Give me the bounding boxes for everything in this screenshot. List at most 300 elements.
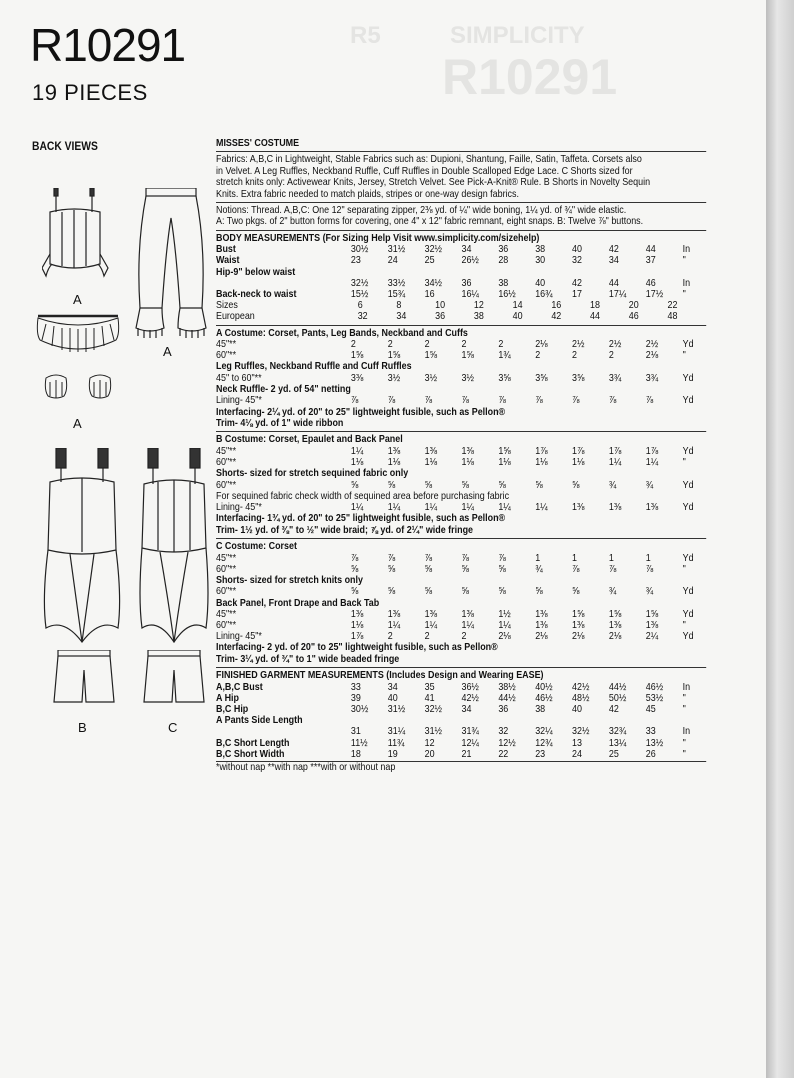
costume-b-interfacing: Interfacing- 1¾ yd. of 20" to 25" lightweight fusible, such as Pellon® bbox=[216, 513, 506, 525]
table-row bbox=[216, 244, 706, 255]
row-value bbox=[609, 267, 646, 278]
row-unit: Yd bbox=[682, 608, 694, 620]
table-row bbox=[216, 704, 706, 715]
notions-line: A: Two pkgs. of 2" button forms for covering, one 4" x 12" fabric remnant, eight snaps. B: Twelve ⅞" buttons. bbox=[216, 216, 644, 228]
costume-a-trim: Trim- 4⅛ yd. of 1" wide ribbon bbox=[216, 417, 344, 429]
row-value: 1¼ bbox=[535, 502, 548, 514]
row-label: 45"** bbox=[216, 338, 237, 350]
row-value: 1⅜ bbox=[572, 620, 585, 632]
costume-a-lining-row bbox=[216, 395, 706, 406]
row-value: 2⅛ bbox=[498, 631, 511, 643]
row-value: ⅝ bbox=[387, 563, 396, 575]
row-value: 33½ bbox=[387, 277, 406, 289]
row-value: 45 bbox=[645, 704, 656, 716]
row-value: 1⅛ bbox=[461, 456, 474, 468]
row-unit: Yd bbox=[682, 445, 694, 457]
pieces-count: 19 PIECES bbox=[32, 80, 148, 105]
row-value: 1⅞ bbox=[572, 445, 585, 457]
pattern-info-text bbox=[216, 138, 706, 773]
row-value bbox=[498, 267, 535, 278]
row-value: 2½ bbox=[608, 338, 622, 350]
row-value: 1¼ bbox=[498, 620, 511, 632]
row-value: 40 bbox=[572, 704, 582, 716]
row-value: 46½ bbox=[645, 681, 664, 693]
neck-ruffle-note: Neck Ruffle- 2 yd. of 54" netting bbox=[216, 383, 351, 395]
row-value: 2 bbox=[461, 631, 467, 643]
row-value: 32½ bbox=[572, 726, 590, 738]
row-unit: " bbox=[682, 255, 686, 267]
costume-c-panel-rows bbox=[216, 609, 706, 631]
european-label: European bbox=[216, 311, 255, 323]
row-value: 38 bbox=[535, 244, 546, 256]
row-label: A Pants Side Length bbox=[216, 715, 303, 727]
row-value: 3½ bbox=[424, 372, 438, 384]
row-value: 34 bbox=[608, 255, 619, 267]
row-label: B,C Short Width bbox=[216, 748, 285, 760]
row-value: 38 bbox=[535, 704, 546, 716]
row-label: B,C Hip bbox=[216, 704, 249, 716]
label-view-b: B bbox=[78, 720, 87, 735]
row-value: 1⅝ bbox=[387, 350, 401, 362]
costume-c-title: C Costume: Corset bbox=[216, 541, 297, 553]
costume-a-block bbox=[216, 328, 706, 433]
row-value bbox=[425, 267, 462, 278]
row-value: ⅝ bbox=[350, 563, 359, 575]
row-value bbox=[461, 267, 498, 278]
row-unit: Yd bbox=[682, 479, 694, 491]
row-unit: " bbox=[682, 563, 686, 575]
row-label: A,B,C Bust bbox=[216, 681, 263, 693]
row-label: Lining- 45"* bbox=[216, 502, 262, 514]
row-value: 1⅜ bbox=[535, 620, 548, 632]
finished-measurements-block bbox=[216, 670, 706, 773]
size-cell: 12 bbox=[473, 300, 484, 312]
row-value: 17½ bbox=[645, 289, 664, 300]
label-ruffles-a: A bbox=[73, 416, 82, 431]
row-unit: " bbox=[682, 456, 686, 468]
row-value: 1⅝ bbox=[350, 350, 364, 362]
row-value: 34 bbox=[461, 704, 472, 716]
row-value: 2½ bbox=[645, 338, 659, 350]
ruffles-a-illustration bbox=[32, 310, 124, 402]
costume-b-shorts-title: Shorts- sized for stretch sequined fabric only bbox=[216, 468, 409, 480]
row-label: A Hip bbox=[216, 692, 240, 704]
row-value bbox=[461, 715, 498, 726]
row-value: 24 bbox=[387, 255, 398, 267]
row-value: 1⅛ bbox=[424, 456, 438, 468]
row-value: 2½ bbox=[572, 338, 585, 350]
costume-c-panel-title: Back Panel, Front Drape and Back Tab bbox=[216, 597, 380, 609]
european-cell: 36 bbox=[435, 311, 446, 323]
costume-a-rows bbox=[216, 339, 706, 361]
table-row bbox=[216, 631, 706, 642]
european-cell: 34 bbox=[396, 311, 407, 323]
pattern-info bbox=[216, 138, 706, 773]
row-value: 53½ bbox=[645, 692, 664, 704]
row-value: 1¼ bbox=[608, 456, 622, 468]
row-value: 1⅜ bbox=[572, 502, 585, 514]
row-value: ⅝ bbox=[498, 479, 506, 491]
row-value: 25 bbox=[424, 255, 435, 267]
table-row bbox=[216, 373, 706, 384]
row-value: 2 bbox=[387, 338, 393, 350]
row-value: 1⅝ bbox=[461, 350, 474, 362]
row-value: 1⅜ bbox=[387, 445, 401, 457]
back-views-title: BACK VIEWS bbox=[32, 139, 98, 153]
row-value: 1⅜ bbox=[608, 620, 622, 632]
row-value: 42 bbox=[608, 244, 619, 256]
row-value: 2 bbox=[461, 338, 467, 350]
row-value: 31½ bbox=[424, 726, 443, 738]
row-label: B,C Short Length bbox=[216, 737, 290, 749]
pants-a-illustration bbox=[134, 188, 208, 340]
row-value bbox=[388, 267, 425, 278]
row-unit: " bbox=[682, 350, 686, 362]
row-label: Bust bbox=[216, 244, 236, 256]
row-value: 44½ bbox=[498, 692, 516, 704]
row-value: 40 bbox=[535, 277, 546, 289]
row-value: 3⅝ bbox=[498, 372, 511, 384]
row-value: 1¼ bbox=[350, 502, 364, 514]
row-label: 60"** bbox=[216, 620, 237, 632]
sizes-row bbox=[216, 300, 706, 311]
row-value: ⅝ bbox=[498, 586, 506, 598]
table-row bbox=[216, 749, 706, 760]
page-edge bbox=[766, 0, 794, 1078]
row-value: 1⅜ bbox=[424, 608, 438, 620]
row-value: 3½ bbox=[461, 372, 474, 384]
costume-title: MISSES' COSTUME bbox=[216, 138, 300, 149]
row-value: 1⅝ bbox=[498, 445, 511, 457]
row-value: 36 bbox=[461, 277, 472, 289]
row-value: 1¼ bbox=[498, 502, 511, 514]
row-unit: In bbox=[682, 681, 691, 693]
row-value: 1⅞ bbox=[645, 445, 659, 457]
table-row bbox=[216, 339, 706, 350]
row-value: ⅞ bbox=[350, 552, 359, 564]
row-value: ⅞ bbox=[424, 395, 433, 407]
european-row bbox=[216, 311, 706, 322]
table-row bbox=[216, 553, 706, 564]
row-value: 16½ bbox=[498, 289, 516, 300]
row-value: 3¾ bbox=[608, 372, 622, 384]
row-value bbox=[535, 267, 572, 278]
row-value bbox=[425, 715, 462, 726]
fabrics-line: in Velvet. A Leg Ruffles, Neckband Ruffle, Cuff Ruffles in Double Scalloped Edge Lace. C Shorts sized for bbox=[216, 165, 633, 177]
row-unit: Yd bbox=[682, 338, 694, 350]
row-value: 36½ bbox=[461, 681, 479, 693]
row-value: 34½ bbox=[424, 277, 443, 289]
row-value: 33 bbox=[350, 681, 361, 693]
row-value: 1⅛ bbox=[350, 456, 364, 468]
row-value: 1 bbox=[645, 552, 651, 564]
row-value: 1 bbox=[608, 552, 614, 564]
row-value: 1¼ bbox=[387, 502, 401, 514]
row-value: 42½ bbox=[461, 692, 479, 704]
table-row bbox=[216, 609, 706, 620]
row-unit: Yd bbox=[682, 552, 694, 564]
size-cell: 8 bbox=[396, 300, 402, 312]
row-value: 1⅜ bbox=[461, 445, 474, 457]
row-value: 2 bbox=[608, 350, 614, 362]
row-unit: Yd bbox=[682, 502, 694, 514]
row-value: 31½ bbox=[387, 244, 406, 256]
row-value: ¾ bbox=[645, 586, 654, 598]
table-row bbox=[216, 502, 706, 513]
row-value: ⅞ bbox=[572, 395, 580, 407]
footnote: *without nap **with nap ***with or without nap bbox=[216, 762, 396, 773]
costume-b-rows bbox=[216, 446, 706, 468]
row-value: 3⅜ bbox=[350, 372, 364, 384]
row-value: 1⅝ bbox=[424, 350, 438, 362]
row-value: ⅞ bbox=[608, 395, 617, 407]
finished-measurements-title: FINISHED GARMENT MEASUREMENTS (Includes Design and Wearing EASE) bbox=[216, 670, 544, 682]
row-value: 30 bbox=[535, 255, 546, 267]
size-cell: 14 bbox=[512, 300, 523, 312]
row-value: ⅝ bbox=[350, 586, 359, 598]
costume-c-lining-row bbox=[216, 631, 706, 642]
row-value: ⅝ bbox=[572, 586, 580, 598]
row-value: 1⅜ bbox=[461, 608, 474, 620]
row-value: 1⅛ bbox=[572, 456, 585, 468]
size-cell: 18 bbox=[590, 300, 601, 312]
row-label: Back-neck to waist bbox=[216, 289, 297, 300]
row-value: 18 bbox=[350, 748, 361, 760]
row-value bbox=[609, 715, 646, 726]
size-cell: 10 bbox=[435, 300, 446, 312]
costume-b-trim: Trim- 1½ yd. of ⅜" to ½" wide braid; ⅞ yd. of 2¼" wide fringe bbox=[216, 524, 474, 536]
row-value: 34 bbox=[387, 681, 398, 693]
row-unit: Yd bbox=[682, 372, 694, 384]
row-value bbox=[646, 715, 683, 726]
row-value: 16 bbox=[424, 289, 435, 300]
table-row bbox=[216, 682, 706, 693]
row-value bbox=[572, 267, 609, 278]
row-value: 32½ bbox=[350, 277, 369, 289]
fabrics-line: Fabrics: A,B,C in Lightweight, Stable Fabrics such as: Dupioni, Shantung, Faille, Satin, Taffeta. Corsets also bbox=[216, 154, 642, 166]
row-value: ⅝ bbox=[461, 479, 469, 491]
row-value: 36 bbox=[498, 244, 509, 256]
row-value: ⅞ bbox=[535, 395, 543, 407]
row-label: 60"** bbox=[216, 586, 237, 598]
costume-c-rows bbox=[216, 553, 706, 575]
notions-line: Notions: Thread. A,B,C: One 12" separating zipper, 2⅜ yd. of ¼" wide boning, 1¼ yd. of ¾" wide elastic. bbox=[216, 205, 627, 217]
european-cell: 38 bbox=[473, 311, 484, 323]
row-value: 1⅜ bbox=[645, 502, 659, 514]
row-value: ⅞ bbox=[387, 552, 396, 564]
row-value: 17¼ bbox=[608, 289, 627, 300]
row-value: 1⅝ bbox=[608, 608, 622, 620]
row-value: ⅝ bbox=[461, 586, 469, 598]
row-label: Waist bbox=[216, 255, 240, 267]
row-value: 11½ bbox=[350, 737, 368, 749]
row-value: 16¼ bbox=[461, 289, 479, 300]
row-label: 45"** bbox=[216, 552, 237, 564]
row-value: ⅝ bbox=[387, 479, 396, 491]
row-value: 25 bbox=[608, 748, 619, 760]
row-value: 32¾ bbox=[608, 726, 627, 738]
row-value: ⅝ bbox=[498, 563, 506, 575]
row-value: 1½ bbox=[498, 608, 511, 620]
table-row bbox=[216, 738, 706, 749]
row-value: 1⅞ bbox=[350, 631, 364, 643]
row-value: 1⅛ bbox=[350, 620, 364, 632]
top-b-illustration bbox=[40, 448, 124, 644]
row-value: ⅞ bbox=[572, 563, 580, 575]
row-value: 1⅜ bbox=[608, 502, 622, 514]
costume-b-lining-row bbox=[216, 502, 706, 513]
row-value: 44½ bbox=[608, 681, 627, 693]
row-unit: " bbox=[682, 289, 686, 300]
row-value: 2 bbox=[387, 631, 393, 643]
row-value: 1⅛ bbox=[498, 456, 511, 468]
row-value: 2⅛ bbox=[535, 631, 548, 643]
row-value: 1¼ bbox=[461, 502, 474, 514]
label-pants-a: A bbox=[163, 344, 172, 359]
row-unit: Yd bbox=[682, 631, 694, 643]
table-row bbox=[216, 278, 706, 289]
row-value: 23 bbox=[535, 748, 546, 760]
fabrics-line: Knits. Extra fabric needed to match plaids, stripes or one-way design fabrics. bbox=[216, 188, 519, 200]
row-label: 60"** bbox=[216, 563, 237, 575]
row-value: ¾ bbox=[645, 479, 654, 491]
row-unit bbox=[683, 267, 707, 278]
row-value: 2 bbox=[424, 631, 430, 643]
row-value: 1⅜ bbox=[645, 620, 659, 632]
row-value: 23 bbox=[350, 255, 361, 267]
row-value: ⅝ bbox=[461, 563, 469, 575]
table-row bbox=[216, 289, 706, 300]
watermark-number: R10291 bbox=[442, 49, 618, 105]
costume-b-title: B Costume: Corset, Epaulet and Back Panel bbox=[216, 434, 403, 446]
row-value: ⅞ bbox=[645, 395, 654, 407]
label-view-c: C bbox=[168, 720, 178, 735]
costume-c-shorts-title: Shorts- sized for stretch knits only bbox=[216, 574, 363, 586]
row-value bbox=[351, 715, 388, 726]
row-value: 26 bbox=[645, 748, 656, 760]
row-value: ⅞ bbox=[424, 552, 433, 564]
row-value: 16¾ bbox=[535, 289, 553, 300]
table-row bbox=[216, 350, 706, 361]
row-value bbox=[535, 715, 572, 726]
row-value: 34 bbox=[461, 244, 472, 256]
watermark-brand: SIMPLICITY bbox=[450, 22, 585, 49]
label-corset-a: A bbox=[73, 292, 82, 307]
row-label: 60"** bbox=[216, 456, 237, 468]
table-row bbox=[216, 693, 706, 704]
row-value: 42 bbox=[608, 704, 619, 716]
row-label bbox=[216, 278, 351, 289]
costume-c-block bbox=[216, 541, 706, 668]
row-value: 3½ bbox=[387, 372, 401, 384]
body-measurements-block bbox=[216, 233, 706, 326]
row-value: 2¼ bbox=[645, 631, 659, 643]
row-unit: In bbox=[682, 244, 691, 256]
row-value: 1⅞ bbox=[535, 445, 548, 457]
row-label bbox=[216, 726, 351, 737]
row-value: 40½ bbox=[535, 681, 553, 693]
row-value: 12¼ bbox=[461, 737, 479, 749]
row-value: 32¼ bbox=[535, 726, 553, 738]
row-value: 1⅜ bbox=[387, 608, 401, 620]
row-value: 1⅞ bbox=[608, 445, 622, 457]
size-cell: 20 bbox=[628, 300, 639, 312]
row-value: 31¼ bbox=[387, 726, 406, 738]
row-value: 19 bbox=[387, 748, 398, 760]
table-row bbox=[216, 255, 706, 266]
row-value: ⅝ bbox=[424, 479, 433, 491]
european-cell: 32 bbox=[357, 311, 368, 323]
table-row bbox=[216, 457, 706, 468]
table-row bbox=[216, 395, 706, 406]
row-value: ⅞ bbox=[498, 552, 506, 564]
row-value: 32½ bbox=[424, 244, 443, 256]
costume-a-title: A Costume: Corset, Pants, Leg Bands, Neckband and Cuffs bbox=[216, 327, 468, 339]
row-value bbox=[388, 715, 425, 726]
row-value: 31 bbox=[350, 726, 361, 738]
row-value: 44 bbox=[645, 244, 656, 256]
row-value: ⅝ bbox=[535, 479, 543, 491]
table-row bbox=[216, 586, 706, 597]
row-label: 60"** bbox=[216, 479, 237, 491]
row-value: ⅞ bbox=[608, 563, 617, 575]
row-value: 15½ bbox=[350, 289, 369, 300]
row-value: 26½ bbox=[461, 255, 479, 267]
row-value: 32½ bbox=[424, 704, 443, 716]
row-value: 3⅝ bbox=[572, 372, 585, 384]
row-value: 12½ bbox=[498, 737, 516, 749]
row-value: 1¼ bbox=[424, 620, 438, 632]
row-value: 33 bbox=[645, 726, 656, 738]
row-value: 1¾ bbox=[498, 350, 511, 362]
row-label: 45" to 60"** bbox=[216, 372, 262, 384]
watermark bbox=[350, 22, 670, 112]
row-value: 2⅛ bbox=[608, 631, 622, 643]
row-label: Lining- 45"* bbox=[216, 395, 262, 407]
row-value: 46 bbox=[645, 277, 656, 289]
row-unit: " bbox=[682, 748, 686, 760]
row-value: 41 bbox=[424, 692, 435, 704]
row-value: 38 bbox=[498, 277, 509, 289]
row-value: ⅞ bbox=[461, 552, 469, 564]
row-value: ⅝ bbox=[424, 563, 433, 575]
row-value: 12¾ bbox=[535, 737, 553, 749]
row-value: 21 bbox=[461, 748, 472, 760]
row-value: 48½ bbox=[572, 692, 590, 704]
row-label: Hip-9" below waist bbox=[216, 266, 296, 278]
row-value: 22 bbox=[498, 748, 509, 760]
row-value: 1 bbox=[572, 552, 578, 564]
row-value bbox=[646, 267, 683, 278]
row-value: 2⅛ bbox=[535, 338, 548, 350]
row-value: 42½ bbox=[572, 681, 590, 693]
table-row bbox=[216, 620, 706, 631]
table-row bbox=[216, 564, 706, 575]
row-value: ⅞ bbox=[461, 395, 469, 407]
row-value: 1¼ bbox=[424, 502, 438, 514]
european-cell: 46 bbox=[628, 311, 639, 323]
row-value: 2 bbox=[424, 338, 430, 350]
row-value bbox=[351, 267, 388, 278]
row-value: ⅝ bbox=[424, 586, 433, 598]
costume-title-block bbox=[216, 138, 706, 152]
size-cell: 22 bbox=[667, 300, 678, 312]
pattern-number: R10291 bbox=[30, 19, 186, 71]
row-value: 1¼ bbox=[387, 620, 401, 632]
row-value: 2⅛ bbox=[572, 631, 585, 643]
row-unit: In bbox=[682, 726, 691, 738]
fabrics-block bbox=[216, 154, 706, 203]
